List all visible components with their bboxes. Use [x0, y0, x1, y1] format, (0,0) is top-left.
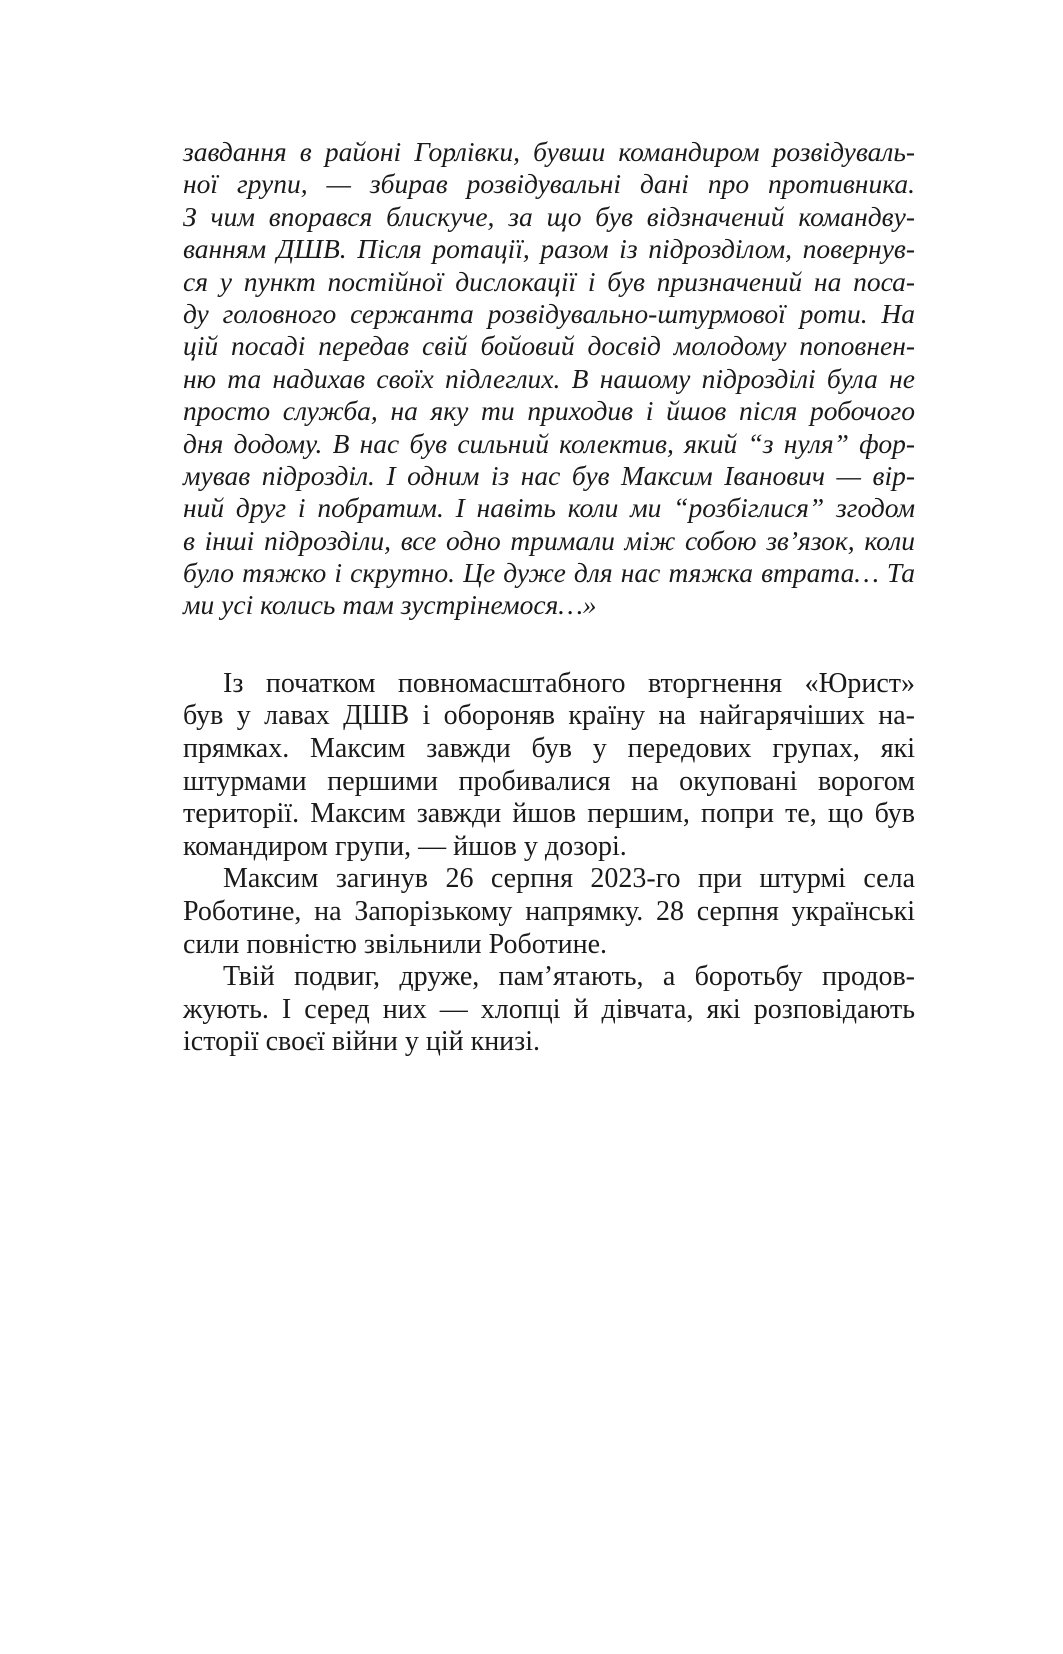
paragraph-line: сили повністю звільнили Роботине. — [183, 928, 608, 960]
paragraph-line: історії своєї війни у цій книзі. — [183, 1026, 540, 1058]
quote-line: було тяжко і скрутно. Це дуже для нас тяжка втрата… Та — [183, 557, 915, 589]
paragraph-invasion — [183, 668, 915, 864]
quote-line: ню та надихав своїх підлеглих. В нашому підрозділі була не — [183, 362, 915, 394]
quote-line: ся у пункт постійної дислокації і був призначений на поса- — [183, 265, 915, 297]
quote-line: ванням ДШВ. Після ротації, разом із підрозділом, повернув- — [183, 233, 915, 265]
page-content — [183, 136, 915, 1059]
quote-line: цій посаді передав свій бойовий досвід молодому поповнен- — [183, 330, 915, 362]
paragraph-line: командиром групи, — йшов у дозорі. — [183, 830, 627, 862]
quote-line: мував підрозділ. І одним із нас був Максим Іванович — вір- — [183, 459, 915, 491]
paragraph-line: прямках. Максим завжди був у передових групах, які — [183, 733, 915, 765]
paragraph-line: жують. І серед них — хлопці й дівчата, які розповідають — [183, 993, 915, 1025]
quote-line: ної групи, — збирав розвідувальні дані про противника. — [183, 168, 915, 200]
quote-line: просто служба, на яку ти приходив і йшов після робочого — [183, 395, 915, 427]
paragraph-memory — [183, 961, 915, 1059]
quote-line: ний друг і побратим. І навіть коли ми “розбіглися” згодом — [183, 492, 915, 524]
paragraph-death — [183, 863, 915, 961]
quote-block — [183, 136, 915, 622]
paragraph-line: Із початком повномасштабного вторгнення «Юрист» — [223, 667, 915, 699]
paragraph-line: Максим загинув 26 серпня 2023-го при штурмі села — [223, 863, 915, 895]
paragraph-line: був у лавах ДШВ і обороняв країну на найгарячіших на- — [183, 700, 915, 732]
quote-line: дня додому. В нас був сильний колектив, який “з нуля” фор- — [183, 427, 915, 459]
paragraph-line: штурмами першими пробивалися на окуповані ворогом — [183, 765, 915, 797]
quote-line: ду головного сержанта розвідувально-штурмової роти. На — [183, 297, 915, 329]
quote-line: ми усі колись там зустрінемося…» — [183, 589, 597, 621]
paragraph-line: Твій подвиг, друже, пам’ятають, а боротьбу продов- — [223, 961, 915, 993]
quote-line: З чим впорався блискуче, за що був відзначений командву- — [183, 200, 915, 232]
section-gap — [183, 622, 915, 668]
paragraph-line: Роботине, на Запорізькому напрямку. 28 серпня українські — [183, 896, 915, 928]
quote-line: в інші підрозділи, все одно тримали між собою зв’язок, коли — [183, 524, 915, 556]
quote-line: завдання в районі Горлівки, бувши командиром розвідуваль- — [183, 136, 915, 167]
paragraph-line: території. Максим завжди йшов першим, попри те, що був — [183, 798, 915, 830]
